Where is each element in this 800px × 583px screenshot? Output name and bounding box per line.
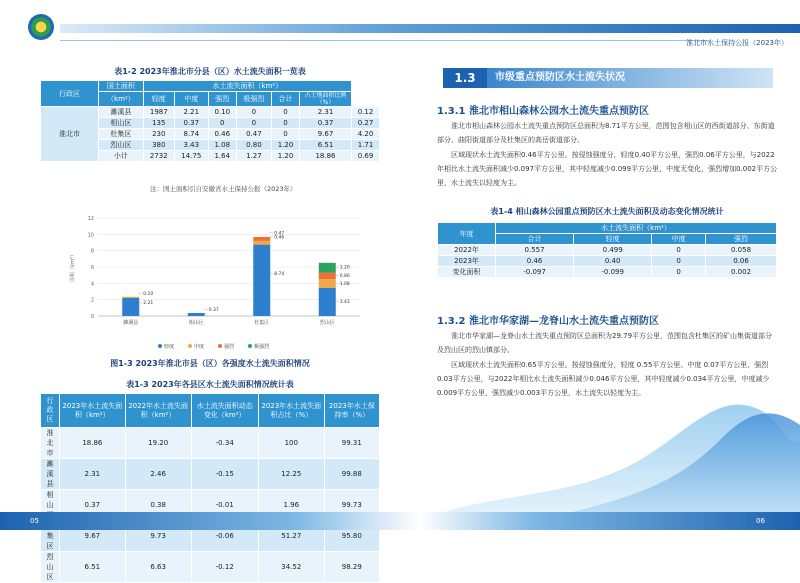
table12-cell: 4.20 [351,129,379,140]
legend-label: 极强烈 [254,344,270,350]
table12-cell-name: 濉溪县 [99,107,144,118]
table13-cell: 12.25 [258,459,324,490]
table14-cell: 0.058 [706,245,777,256]
table14-cell: -0.097 [496,267,574,278]
table13-cell: -0.15 [191,459,258,490]
table14-row [438,256,777,267]
table13-header: 2023年水土流失面积占比（%） [258,394,324,428]
bar-segment [122,297,139,298]
table14-cell: 0.40 [574,256,652,267]
table13-cell: 19.20 [125,428,191,459]
table13 [40,393,380,583]
x-tick-label: 濉溪县 [123,320,139,326]
table13-cell: 1.96 [258,490,324,521]
table12-cell-name: 杜集区 [99,129,144,140]
table12-group: 淮北市 [41,107,99,162]
x-tick-label: 杜集区 [254,320,270,326]
table12-col: 强烈 [208,92,236,107]
x-tick-label: 相山区 [188,320,204,326]
bar-segment [319,273,336,280]
data-label: 0.10 [143,291,154,297]
table13-cell: -0.06 [191,521,258,552]
y-tick-label: 6 [90,265,94,271]
table13-cell: 0.38 [125,490,191,521]
page-number-left: 05 [30,517,39,525]
table13-cell: 6.63 [125,552,191,583]
table14-col: 强烈 [706,234,777,245]
legend-label: 强烈 [224,344,235,350]
table13-cell: 2.46 [125,459,191,490]
table14-cell: 2023年 [438,256,496,267]
data-label: 2.21 [143,300,154,306]
table12 [40,80,380,162]
data-label: 0.80 [339,273,350,279]
data-label: 1.20 [339,265,350,271]
legend-swatch [158,344,162,348]
table12-h-land-unit: （km²） [99,92,144,107]
table12-cell: 6.51 [299,140,351,151]
table12-row [41,107,380,118]
table12-h-erosion: 水土流失面积（km²） [143,81,351,92]
table13-row [41,459,380,490]
table13-header: 行政区 [41,394,60,428]
table13-header: 2023年水土流失面积（km²） [59,394,125,428]
table13-cell: 9.67 [59,521,125,552]
table13-cell: 99.73 [324,490,379,521]
table12-cell: 380 [143,140,174,151]
table13-cell: 淮北市 [41,428,60,459]
decorative-mountain-wave [420,380,800,520]
table13-cell: 18.86 [59,428,125,459]
table13-cell: -0.12 [191,552,258,583]
table14-cell: 0.557 [496,245,574,256]
table13-cell: 2.31 [59,459,125,490]
table12-col: 合计 [272,92,300,107]
page-number-right: 06 [756,517,765,525]
legend-label: 轻度 [164,344,175,350]
table14-cell: 0.002 [706,267,777,278]
table12-cell: 1.20 [272,151,300,162]
table12-cell: 1.20 [272,140,300,151]
chart-legend [78,340,368,352]
chart-title: 图1-3 2023年淮北市县（区）各强度水土流失面积情况 [110,359,310,368]
header-rule [60,40,710,41]
s132-paragraph-1: 淮北市华家湖—龙脊山水土流失重点预防区总面积为29.79平方公里，范围包含杜集区的矿山集街道部分及烈山区的烈山镇部分。 [437,332,773,354]
table14-row [438,267,777,278]
table13-caption: 表1-3 2023年各县区水土流失面积情况统计表 [126,380,294,389]
section-number: 1.3 [443,68,487,88]
x-tick-label: 烈山区 [319,320,335,326]
data-label: 8.74 [274,272,285,278]
legend-swatch [218,344,222,348]
table12-cell: 2732 [143,151,174,162]
table14-col: 轻度 [574,234,652,245]
table12-cell-name: 小计 [99,151,144,162]
y-axis-label: 面积（km²） [70,252,76,282]
table13-cell: 6.51 [59,552,125,583]
y-tick-label: 10 [87,232,94,239]
table13-cell: 51.27 [258,521,324,552]
table13-header: 2023年水土保持率（%） [324,394,379,428]
table14-h-area: 水土流失面积（km²） [496,223,777,234]
bar-segment [319,263,336,273]
table14-caption: 表1-4 相山森林公园重点预防区水土流失面积及动态变化情况统计 [490,207,724,216]
table14-cell: 0 [652,256,706,267]
y-tick-label: 2 [90,297,94,304]
erosion-bar-chart [68,212,368,340]
table14-row [438,245,777,256]
table14-cell: 0 [652,267,706,278]
table13-cell: -0.34 [191,428,258,459]
table14-cell: 变化面积 [438,267,496,278]
left-page-bar [0,512,420,530]
table12-cell: 0 [208,118,236,129]
data-label: 1.08 [339,281,350,287]
table12-col: 极强烈 [236,92,271,107]
table14-cell: 0.06 [706,256,777,267]
table13-row [41,552,380,583]
table12-cell: 0 [236,107,271,118]
table12-cell: 0 [236,118,271,129]
table12-cell: 0.47 [236,129,271,140]
table12-cell: 0.37 [299,118,351,129]
table12-cell: 2.31 [299,107,351,118]
table12-cell: 0.10 [208,107,236,118]
table13-cell: 集区 [41,521,60,552]
table14-col: 合计 [496,234,574,245]
table14-col: 中度 [652,234,706,245]
table12-cell: 8.74 [174,129,208,140]
table12-cell: 9.67 [299,129,351,140]
bar-segment [319,288,336,316]
table13-row [41,428,380,459]
s132-paragraph-2: 区域现状水土流失面积0.65平方公里。按侵蚀强度分，轻度 0.55平方公里、中度 0.07平方公里、强烈0.03平方公里，与2022年相比水土流失面积减少0.046平方公里，其中轻度减少0.034平方公里，中度减少0.009平方公里，强烈减少0.003平方公里，水土流失以轻度为主。 [437,361,770,397]
table12-cell: 135 [143,118,174,129]
table14-cell: 0 [652,245,706,256]
table13-cell: 100 [258,428,324,459]
table13-cell: 濉溪县 [41,459,60,490]
page-header [0,0,800,44]
table13-header: 水土流失面积动态变化（km²） [191,394,258,428]
legend-swatch [188,344,192,348]
table13-cell: 98.29 [324,552,379,583]
section-title: 市级重点预防区水土流失状况 [487,68,773,88]
table12-col: 占土地面积比例（%） [299,92,351,107]
table12-cell: 14.75 [174,151,208,162]
subsection-131-title: 1.3.1 淮北市相山森林公园水土流失重点预防区 [437,106,649,117]
table13-cell: 95.80 [324,521,379,552]
bar-segment [188,313,205,316]
bar-segment [253,245,270,316]
y-tick-label: 4 [90,281,94,288]
emblem-logo [28,14,54,40]
table12-cell-name: 相山区 [99,118,144,129]
y-tick-label: 0 [90,314,94,320]
bar-segment [122,298,139,316]
legend-label: 中度 [194,344,205,350]
table14-cell: 0.499 [574,245,652,256]
table12-cell: 0 [272,118,300,129]
table13-cell: 相山 [41,490,60,521]
table13-cell: -0.01 [191,490,258,521]
table12-h-district: 行政区 [41,81,99,107]
table12-cell: 1.27 [236,151,271,162]
data-label: 3.43 [339,299,350,305]
table12-cell: 1.08 [208,140,236,151]
table12-col: 中度 [174,92,208,107]
table13-cell: 烈山区 [41,552,60,583]
table12-cell: 0 [272,107,300,118]
table12-cell-name: 烈山区 [99,140,144,151]
table14-cell: 2022年 [438,245,496,256]
table14-cell: -0.099 [574,267,652,278]
table12-cell: 0.80 [236,140,271,151]
table12-cell: 0.12 [351,107,379,118]
table12-cell: 0.46 [208,129,236,140]
table13-cell: 0.37 [59,490,125,521]
table12-cell: 1987 [143,107,174,118]
table14 [437,222,777,278]
table13-header: 2022年水土流失面积（km²） [125,394,191,428]
right-page-bar [420,512,800,530]
table14-h-year: 年度 [438,223,496,245]
table12-h-land: 国土面积 [99,81,144,92]
y-tick-label: 12 [87,216,94,222]
table13-cell: 99.88 [324,459,379,490]
legend-swatch [248,344,252,348]
table12-cell: 0.37 [174,118,208,129]
table12-cell: 2.21 [174,107,208,118]
data-label: 0.47 [274,231,285,237]
header-title: 淮北市水土保持公报（2023年） [686,39,788,47]
table12-cell: 0.27 [351,118,379,129]
table12-cell: 230 [143,129,174,140]
table12-cell: 1.71 [351,140,379,151]
table12-cell: 3.43 [174,140,208,151]
table12-cell: 0.69 [351,151,379,162]
bar-segment [253,241,270,245]
table12-caption: 表1-2 2023年淮北市分县（区）水土流失面积一览表 [114,67,306,76]
data-label: 0.46 [274,235,285,241]
subsection-132-title: 1.3.2 淮北市华家湖—龙脊山水土流失重点预防区 [437,316,659,327]
bar-segment [319,279,336,288]
table14-cell: 0.46 [496,256,574,267]
data-label: 0.37 [208,307,219,313]
s131-paragraph-2: 区域现状水土流失面积0.46平方公里。按侵蚀强度分，轻度0.40平方公里，强烈0.06平方公里，与2022年相比水土流失面积减少0.097平方公里，其中轻度减少0.099平方公里，中度无变化，强烈增加0.002平方公里，水土流失以轻度为主。 [437,151,778,187]
table13-cell: 99.31 [324,428,379,459]
y-tick-label: 8 [90,248,94,255]
table12-cell: 1.64 [208,151,236,162]
table12-cell: 0 [272,129,300,140]
table12-cell: 18.86 [299,151,351,162]
table12-note: 注：国土面积引自安徽省水土保持公报（2023年） [150,185,297,193]
table13-cell: 9.73 [125,521,191,552]
bar-segment [253,237,270,241]
header-band [60,24,800,33]
table12-col: 轻度 [143,92,174,107]
table13-cell: 34.52 [258,552,324,583]
s131-paragraph-1: 淮北市相山森林公园水土流失重点预防区总面积为8.71平方公里，范围包含相山区的西街道部分、东街道部分、曲阳街道部分及杜集区的高岳街道部分。 [437,122,775,144]
